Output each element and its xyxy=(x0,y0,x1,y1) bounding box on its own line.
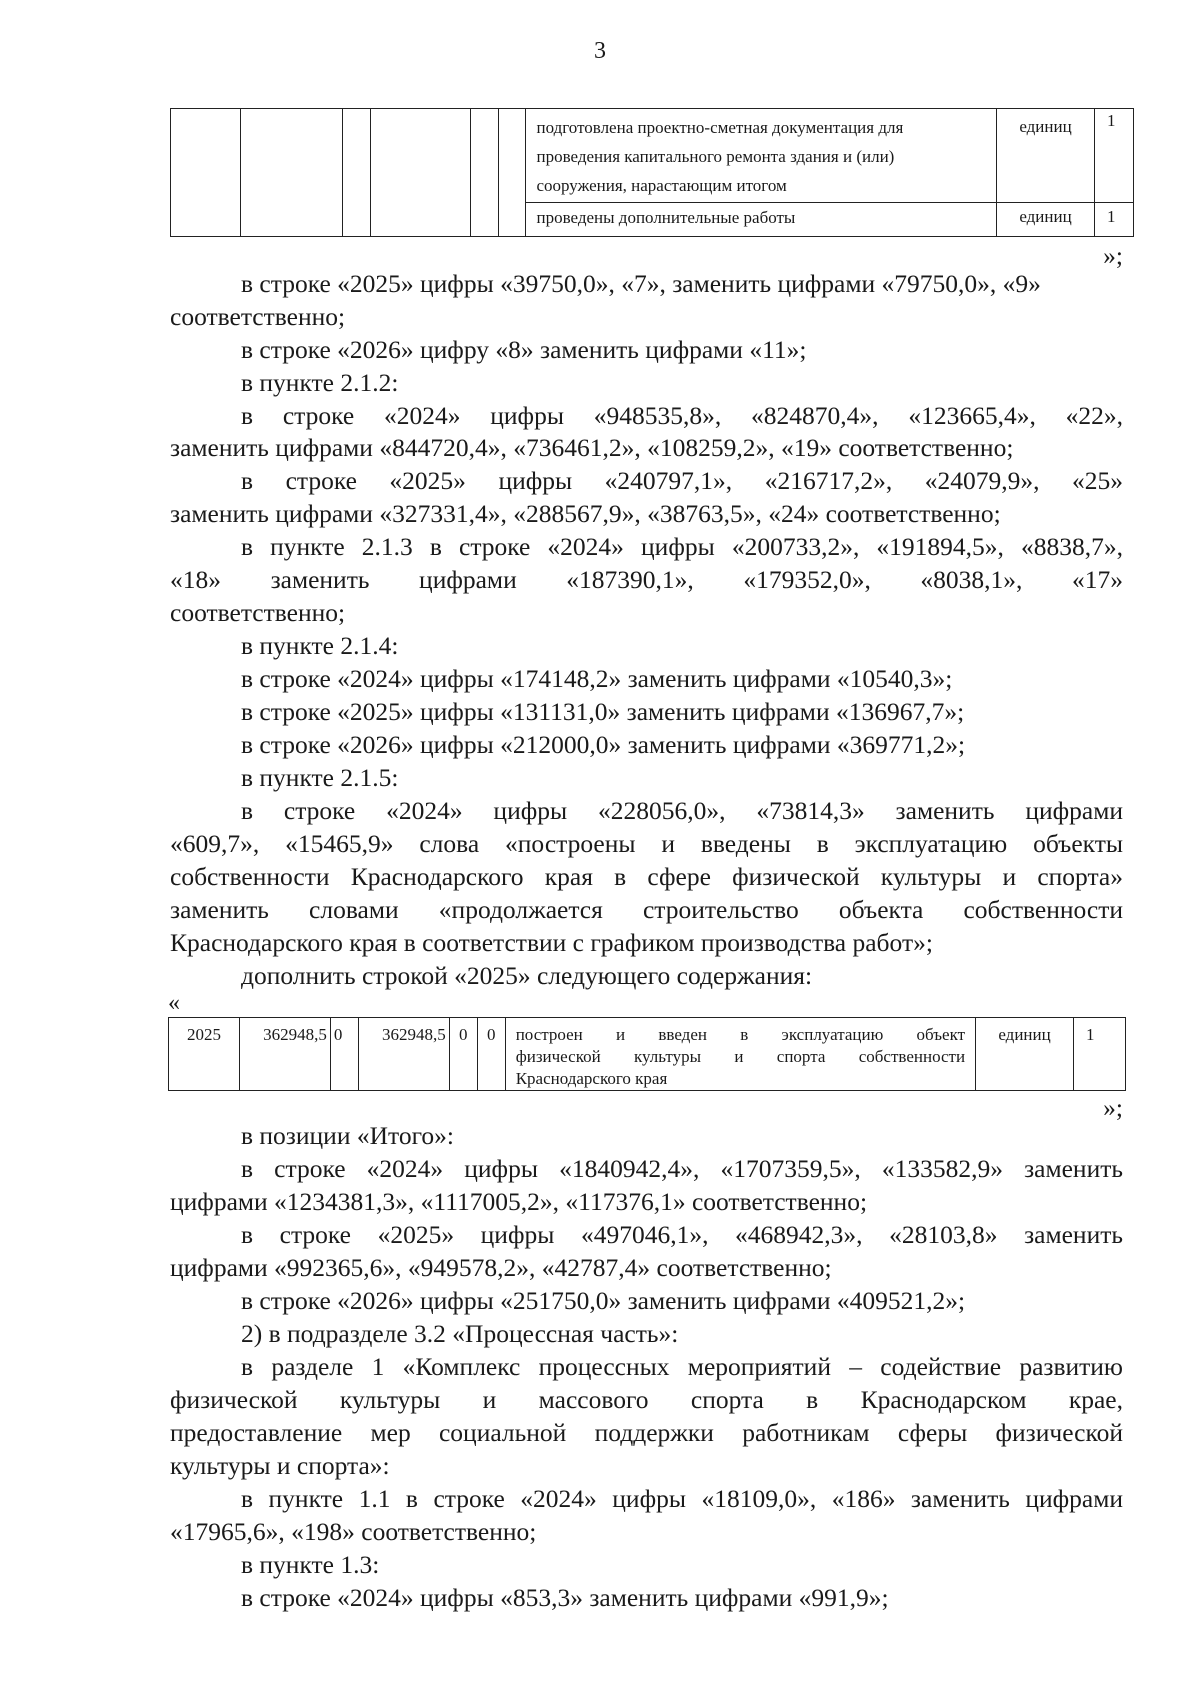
year-cell: 2025 xyxy=(169,1018,240,1091)
paragraph-line: в пункте 2.1.5: xyxy=(241,763,399,792)
paragraph-line: заменить цифрами «327331,4», «288567,9», «38763,5», «24» соответственно; xyxy=(170,499,1001,528)
paragraph-line: дополнить строкой «2025» следующего содержания: xyxy=(241,961,813,990)
paragraph-line: в строке «2025» цифры «39750,0», «7», заменить цифрами «79750,0», «9» xyxy=(241,269,1041,298)
paragraph-line: в разделе 1 «Комплекс процессных мероприятий – содействие развитию xyxy=(241,1352,1123,1381)
paragraph-line: 2) в подразделе 3.2 «Процессная часть»: xyxy=(241,1319,679,1348)
value-cell: 1 xyxy=(1073,1018,1125,1091)
paragraph-line: в строке «2024» цифры «853,3» заменить цифрами «991,9»; xyxy=(241,1583,889,1612)
paragraph-line: в пункте 2.1.2: xyxy=(241,368,399,397)
paragraph-line: в пункте 1.1 в строке «2024» цифры «18109,0», «186» заменить цифрами xyxy=(241,1484,1123,1513)
page-number: 3 xyxy=(594,38,606,64)
indicator-description: проведены дополнительные работы xyxy=(526,203,997,237)
paragraph-line: в строке «2024» цифры «174148,2» заменить цифрами «10540,3»; xyxy=(241,664,953,693)
amount-cell: 362948,5 xyxy=(358,1018,449,1091)
paragraph-line: в пункте 1.3: xyxy=(241,1550,380,1579)
paragraph-line: в пункте 2.1.3 в строке «2024» цифры «200733,2», «191894,5», «8838,7», xyxy=(241,532,1123,561)
closing-quote: »; xyxy=(1103,241,1123,270)
table-row xyxy=(171,109,1134,203)
indicator-description: построен и введен в эксплуатацию объект физической культуры и спорта собственности Краснодарского края xyxy=(505,1018,975,1091)
amount-cell: 0 xyxy=(449,1018,477,1091)
paragraph-line: «609,7», «15465,9» слова «построены и введены в эксплуатацию объекты xyxy=(170,829,1123,858)
unit-cell: единиц xyxy=(976,1018,1074,1091)
paragraph-line: «18» заменить цифрами «187390,1», «179352,0», «8038,1», «17» xyxy=(170,565,1123,594)
paragraph-line: собственности Краснодарского края в сфере физической культуры и спорта» xyxy=(170,862,1123,891)
closing-quote: »; xyxy=(1103,1093,1123,1122)
paragraph-line: в строке «2026» цифру «8» заменить цифрами «11»; xyxy=(241,335,807,364)
paragraph-line: в позиции «Итого»: xyxy=(241,1121,454,1150)
table-row xyxy=(169,1018,1126,1091)
paragraph-line: в строке «2025» цифры «240797,1», «216717,2», «24079,9», «25» xyxy=(241,466,1123,495)
paragraph-line: Краснодарского края в соответствии с графиком производства работ»; xyxy=(170,928,933,957)
paragraph-line: соответственно; xyxy=(170,598,346,627)
paragraph-line: соответственно; xyxy=(170,302,346,331)
paragraph-line: в строке «2024» цифры «228056,0», «73814,3» заменить цифрами xyxy=(241,796,1123,825)
paragraph-line: «17965,6», «198» соответственно; xyxy=(170,1517,537,1546)
unit-cell: единиц xyxy=(997,109,1095,203)
paragraph-line: заменить словами «продолжается строительство объекта собственности xyxy=(170,895,1123,924)
paragraph-line: заменить цифрами «844720,4», «736461,2», «108259,2», «19» соответственно; xyxy=(170,433,1014,462)
paragraph-line: в строке «2024» цифры «1840942,4», «1707359,5», «133582,9» заменить xyxy=(241,1154,1123,1183)
paragraph-line: цифрами «1234381,3», «1117005,2», «117376,1» соответственно; xyxy=(170,1187,868,1216)
paragraph-line: в пункте 2.1.4: xyxy=(241,631,399,660)
opening-quote: « xyxy=(168,990,180,1016)
paragraph-line: культуры и спорта»: xyxy=(170,1451,390,1480)
amount-cell: 0 xyxy=(330,1018,358,1091)
unit-cell: единиц xyxy=(997,203,1095,237)
paragraph-line: в строке «2024» цифры «948535,8», «824870,4», «123665,4», «22», xyxy=(241,401,1123,430)
paragraph-line: цифрами «992365,6», «949578,2», «42787,4» соответственно; xyxy=(170,1253,832,1282)
amount-cell: 0 xyxy=(477,1018,505,1091)
value-cell: 1 xyxy=(1094,203,1133,237)
paragraph-line: в строке «2025» цифры «131131,0» заменить цифрами «136967,7»; xyxy=(241,697,965,726)
paragraph-line: физической культуры и массового спорта в Краснодарском крае, xyxy=(170,1385,1123,1414)
indicator-description: подготовлена проектно-сметная документация для проведения капитального ремонта здания и (или) сооружения, нарастающим итогом xyxy=(526,109,997,203)
total-cell: 362948,5 xyxy=(239,1018,330,1091)
paragraph-line: в строке «2026» цифры «212000,0» заменить цифрами «369771,2»; xyxy=(241,730,966,759)
new-row-table xyxy=(168,1017,1126,1091)
paragraph-line: в строке «2026» цифры «251750,0» заменить цифрами «409521,2»; xyxy=(241,1286,966,1315)
paragraph-line: предоставление мер социальной поддержки работникам сферы физической xyxy=(170,1418,1123,1447)
paragraph-line: в строке «2025» цифры «497046,1», «468942,3», «28103,8» заменить xyxy=(241,1220,1123,1249)
value-cell: 1 xyxy=(1094,109,1133,203)
continuation-table xyxy=(170,108,1134,237)
